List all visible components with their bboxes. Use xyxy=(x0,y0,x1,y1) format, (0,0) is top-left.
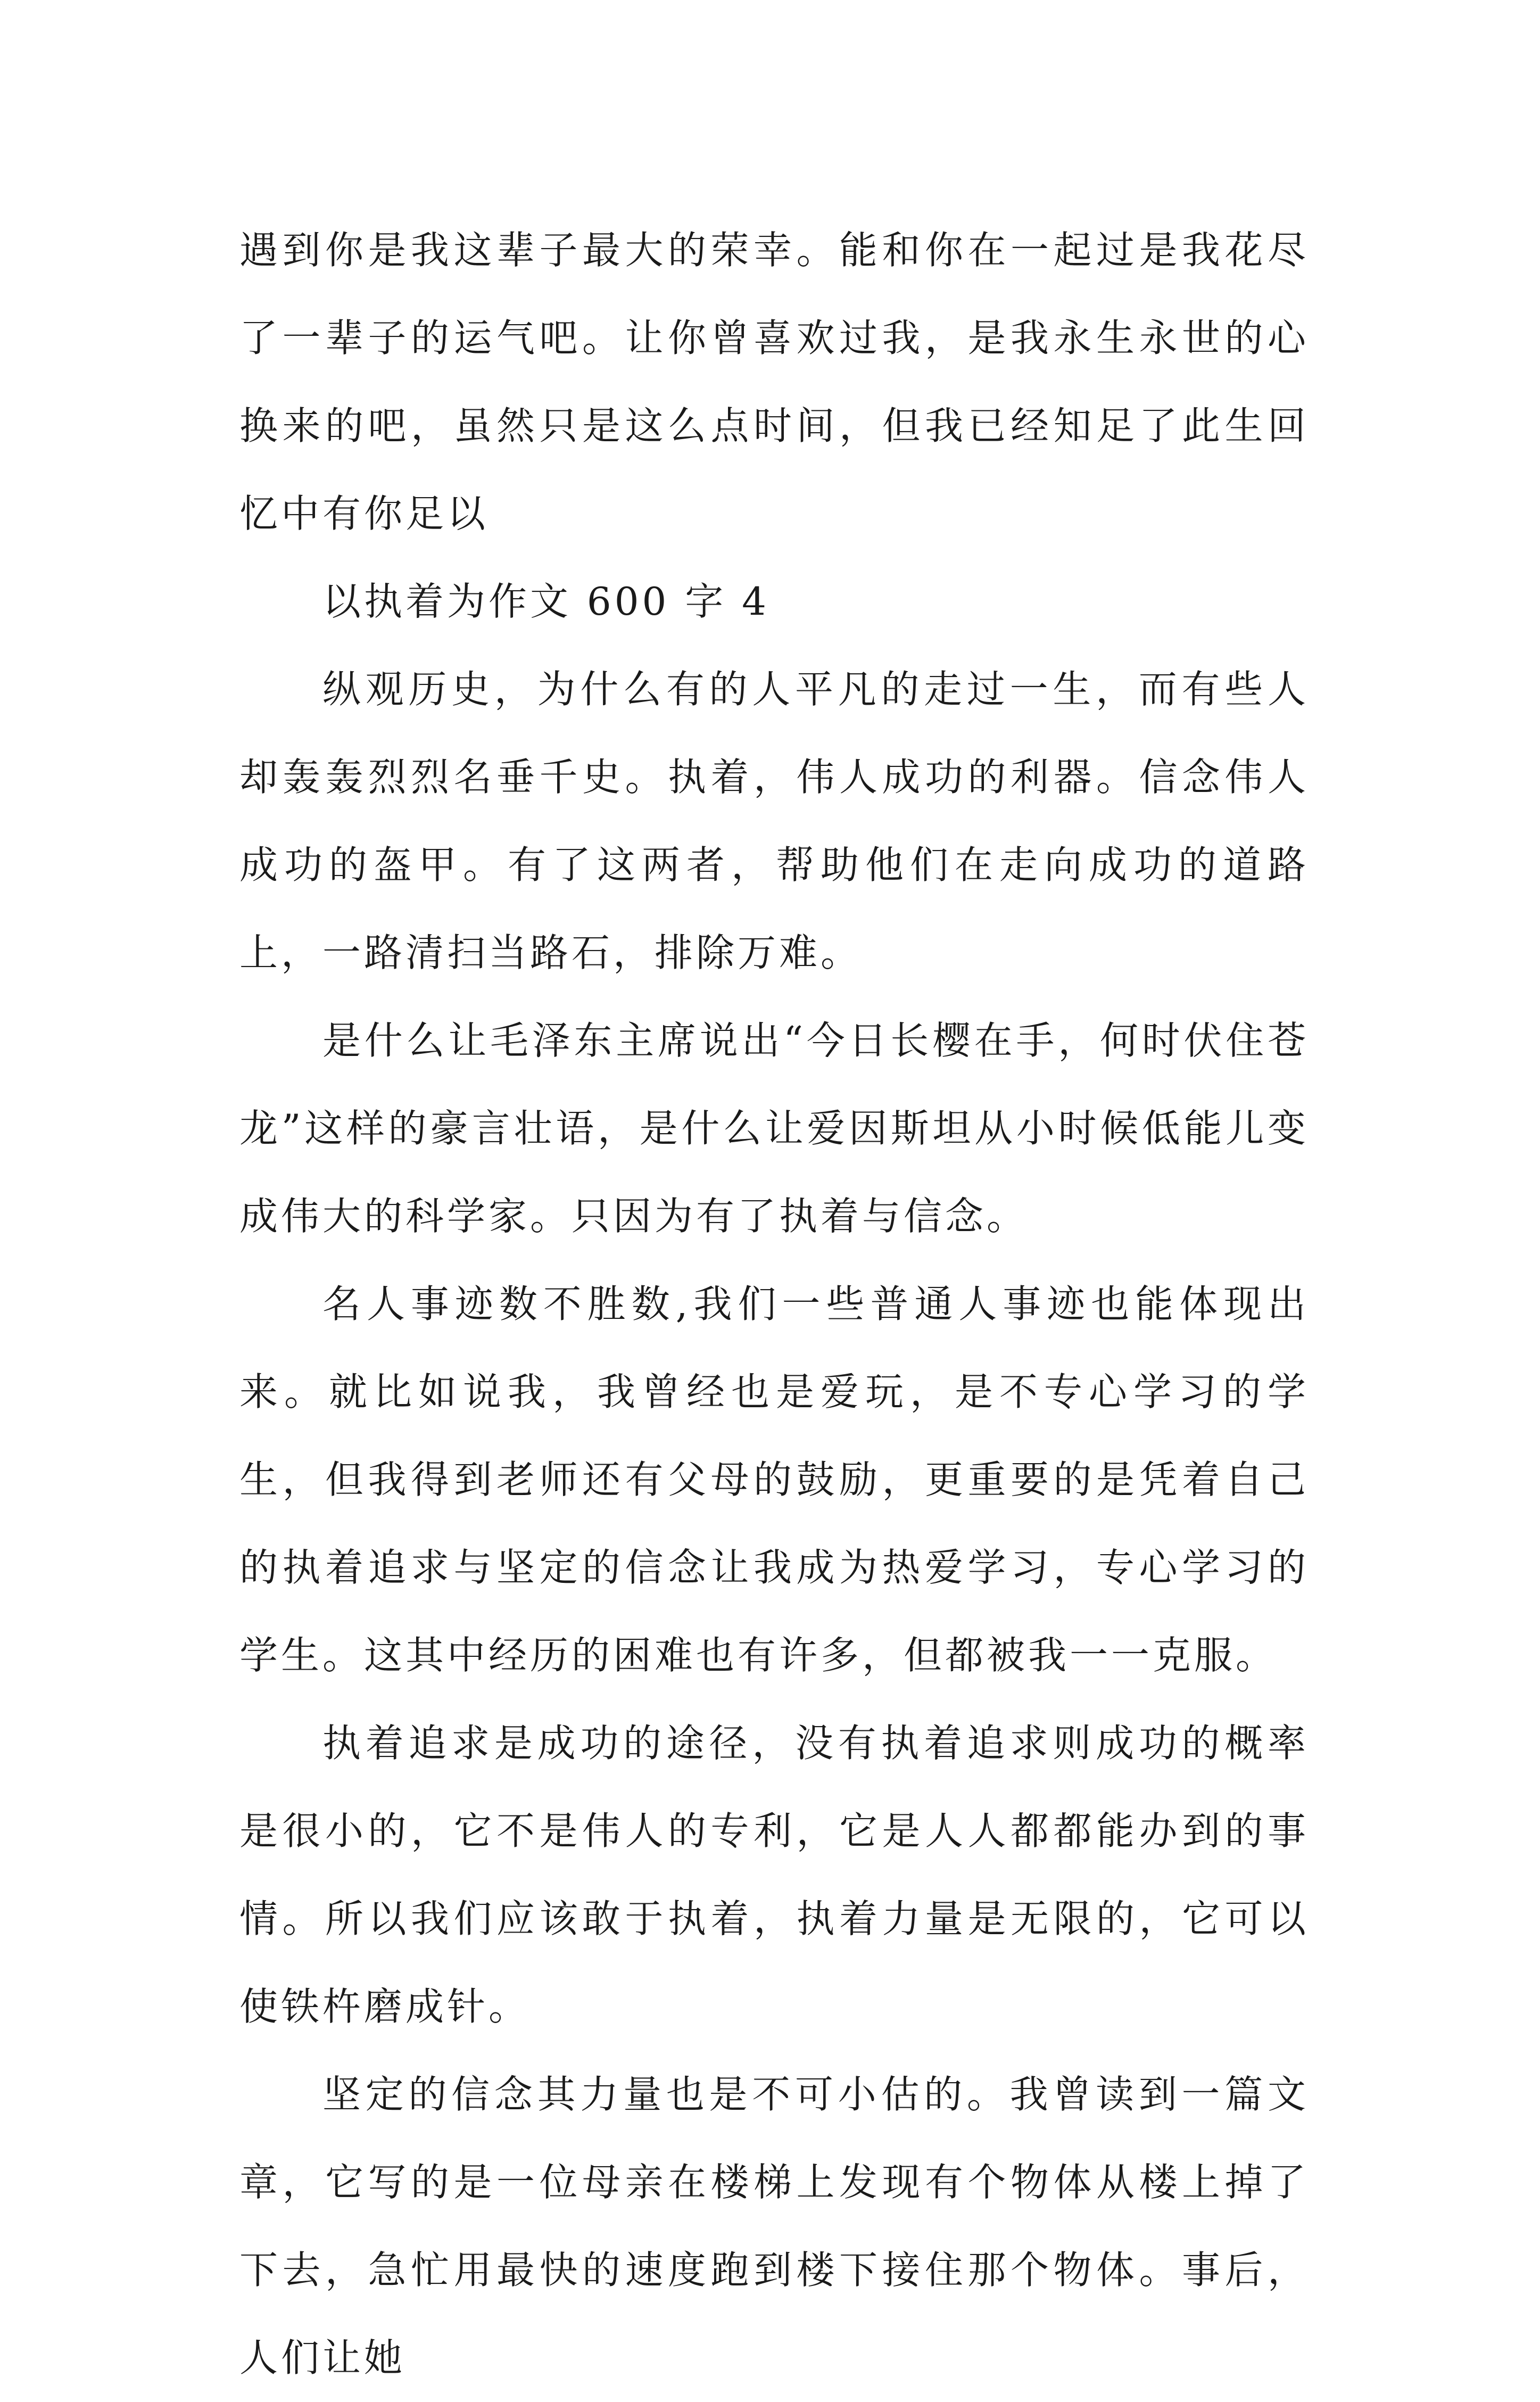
paragraph: 名人事迹数不胜数,我们一些普通人事迹也能体现出来。就比如说我，我曾经也是爱玩，是不专心学习的学生，但我得到老师还有父母的鼓励，更重要的是凭着自己的执着追求与坚定的信念让我成为热爱学习，专心学习的学生。这其中经历的困难也有许多，但都被我一一克服。 xyxy=(239,1282,1309,1678)
paragraph: 纵观历史，为什么有的人平凡的走过一生，而有些人却轰轰烈烈名垂千史。执着，伟人成功的利器。信念伟人成功的盔甲。有了这两者，帮助他们在走向成功的道路上，一路清扫当路石，排除万难。 xyxy=(239,667,1309,975)
paragraph: 执着追求是成功的途径，没有执着追求则成功的概率是很小的，它不是伟人的专利，它是人人都都能办到的事情。所以我们应该敢于执着，执着力量是无限的，它可以使铁杵磨成针。 xyxy=(239,1721,1309,2029)
essay-heading: 以执着为作文 600 字 4 xyxy=(322,579,769,624)
paragraph: 坚定的信念其力量也是不可小估的。我曾读到一篇文章，它写的是一位母亲在楼梯上发现有个物体从楼上掉了下去，急忙用最快的速度跑到楼下接住那个物体。事后，人们让她 xyxy=(239,2072,1309,2380)
paragraph-continuation: 遇到你是我这辈子最大的荣幸。能和你在一起过是我花尽了一辈子的运气吧。让你曾喜欢过我，是我永生永世的心换来的吧，虽然只是这么点时间，但我已经知足了此生回忆中有你足以 xyxy=(239,228,1309,536)
document-body xyxy=(239,207,1309,2402)
paragraph: 是什么让毛泽东主席说出“今日长樱在手，何时伏住苍龙”这样的豪言壮语，是什么让爱因斯坦从小时候低能儿变成伟大的科学家。只因为有了执着与信念。 xyxy=(239,1018,1309,1239)
